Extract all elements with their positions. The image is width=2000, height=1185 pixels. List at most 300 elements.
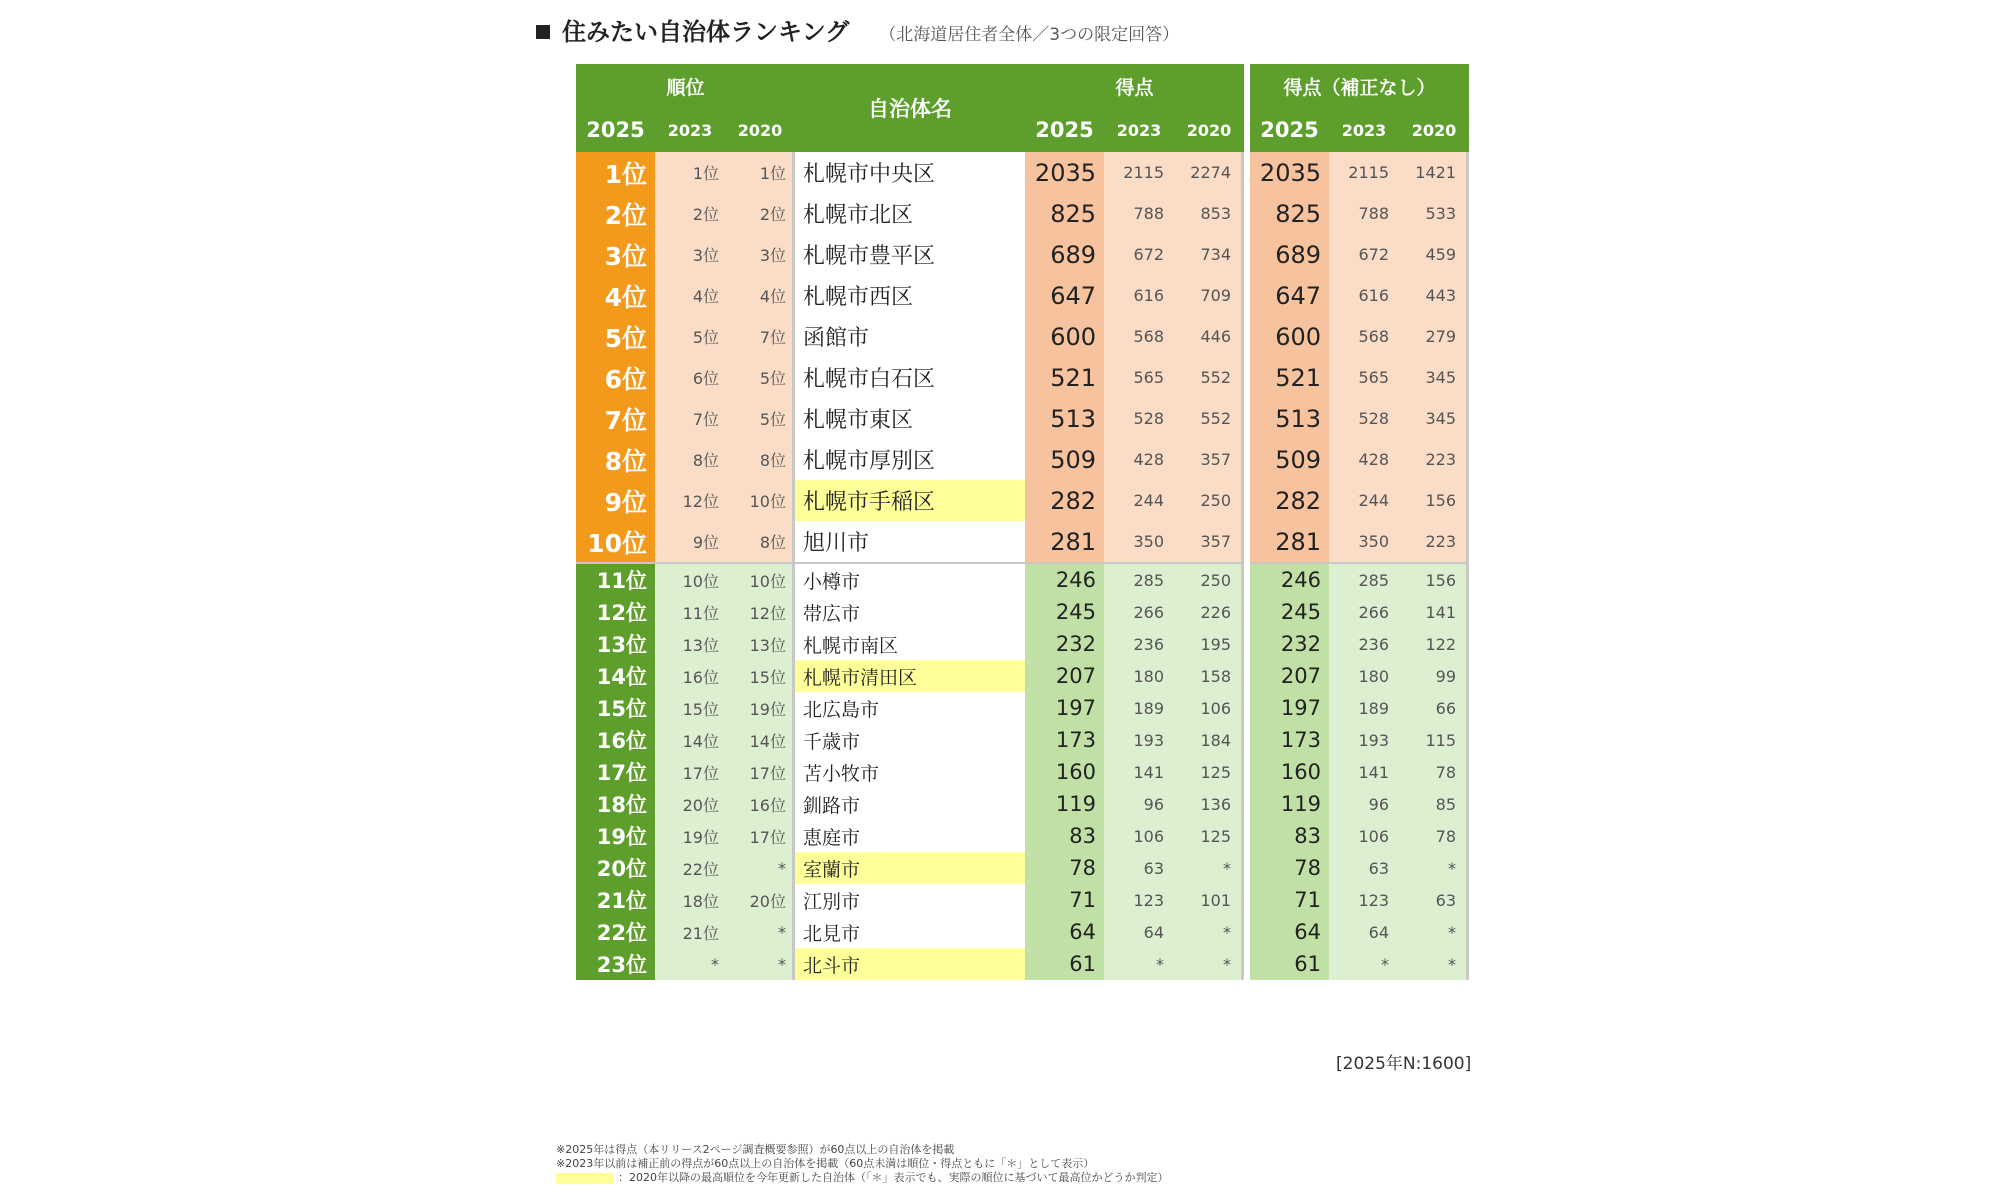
- rank-2020-cell: 5位: [725, 357, 795, 398]
- raw-table-row: [1250, 562, 1469, 596]
- score-2020-cell: 552: [1174, 398, 1244, 439]
- rank-2023-cell: 18位: [655, 884, 725, 916]
- rank-2020-cell: 16位: [725, 788, 795, 820]
- score-2020-cell: 250: [1174, 480, 1244, 521]
- score-2023-cell: 616: [1104, 275, 1174, 316]
- footnote-1: ※2025年は得点（本リリース2ページ調査概要参照）が60点以上の自治体を掲載: [556, 1143, 955, 1156]
- municipality-name: 小樽市: [795, 562, 1025, 596]
- municipality-name: 函館市: [795, 316, 1025, 357]
- raw-score-2025-cell: 689: [1250, 234, 1329, 275]
- score-2020-cell: 106: [1174, 692, 1244, 724]
- score-2023-cell: 236: [1104, 628, 1174, 660]
- municipality-name: 札幌市豊平区: [795, 234, 1025, 275]
- rank-group-header: 順位: [576, 64, 795, 108]
- rank-2025-cell: 21位: [576, 884, 655, 916]
- score-2025-cell: 825: [1025, 193, 1104, 234]
- score-2023-cell: 141: [1104, 756, 1174, 788]
- raw-score-group-header: 得点（補正なし）: [1250, 64, 1469, 108]
- table-row: [576, 480, 1244, 521]
- raw-table-row: [1250, 480, 1469, 521]
- score-2025-cell: 245: [1025, 596, 1104, 628]
- rank-2025-cell: 2位: [576, 193, 655, 234]
- score-2023-header: 2023: [1104, 108, 1174, 152]
- rank-2020-cell: 2位: [725, 193, 795, 234]
- score-2020-cell: 2274: [1174, 152, 1244, 193]
- rank-2025-header: 2025: [576, 108, 655, 152]
- table-row: [576, 756, 1244, 788]
- raw-score-2023-cell: 189: [1329, 692, 1399, 724]
- rank-2020-cell: 10位: [725, 562, 795, 596]
- rank-2020-cell: *: [725, 916, 795, 948]
- rank-2023-cell: 6位: [655, 357, 725, 398]
- raw-score-2023-cell: 350: [1329, 521, 1399, 562]
- raw-score-2020-cell: 443: [1399, 275, 1469, 316]
- raw-table-row: [1250, 234, 1469, 275]
- score-2025-cell: 509: [1025, 439, 1104, 480]
- score-2023-cell: 123: [1104, 884, 1174, 916]
- score-2025-cell: 647: [1025, 275, 1104, 316]
- rank-2023-cell: 9位: [655, 521, 725, 562]
- rank-2025-cell: 23位: [576, 948, 655, 980]
- raw-score-2020-cell: 279: [1399, 316, 1469, 357]
- footnote-3-row: [556, 1171, 1169, 1185]
- score-2020-cell: 195: [1174, 628, 1244, 660]
- rank-2023-cell: 10位: [655, 562, 725, 596]
- raw-score-2020-cell: 122: [1399, 628, 1469, 660]
- rank-2023-cell: 1位: [655, 152, 725, 193]
- raw-table-row: [1250, 756, 1469, 788]
- raw-table-row: [1250, 820, 1469, 852]
- title-row: [536, 12, 1179, 52]
- table-row: [576, 234, 1244, 275]
- municipality-name: 札幌市南区: [795, 628, 1025, 660]
- municipality-name: 札幌市厚別区: [795, 439, 1025, 480]
- rank-2025-cell: 20位: [576, 852, 655, 884]
- raw-score-2020-cell: *: [1399, 948, 1469, 980]
- raw-score-2023-cell: *: [1329, 948, 1399, 980]
- score-2023-cell: 96: [1104, 788, 1174, 820]
- raw-score-2020-cell: 99: [1399, 660, 1469, 692]
- score-2023-cell: 244: [1104, 480, 1174, 521]
- table-row: [576, 884, 1244, 916]
- raw-score-2025-cell: 173: [1250, 724, 1329, 756]
- rank-2020-cell: 12位: [725, 596, 795, 628]
- score-2020-cell: 136: [1174, 788, 1244, 820]
- rank-2023-cell: 12位: [655, 480, 725, 521]
- rank-2023-cell: 19位: [655, 820, 725, 852]
- municipality-name: 恵庭市: [795, 820, 1025, 852]
- raw-score-2025-cell: 600: [1250, 316, 1329, 357]
- raw-score-2023-cell: 616: [1329, 275, 1399, 316]
- raw-table-row: [1250, 398, 1469, 439]
- score-2020-cell: 853: [1174, 193, 1244, 234]
- rank-2023-cell: 21位: [655, 916, 725, 948]
- municipality-name: 室蘭市: [795, 852, 1025, 884]
- raw-score-2025-cell: 2035: [1250, 152, 1329, 193]
- score-group-header: 得点: [1025, 64, 1244, 108]
- score-2025-cell: 521: [1025, 357, 1104, 398]
- score-2025-cell: 282: [1025, 480, 1104, 521]
- municipality-name: 北広島市: [795, 692, 1025, 724]
- raw-score-2025-cell: 71: [1250, 884, 1329, 916]
- rank-2025-cell: 12位: [576, 596, 655, 628]
- raw-score-2023-cell: 528: [1329, 398, 1399, 439]
- footnote-3: ：2020年以降の最高順位を今年更新した自治体（「＊」表示でも、実際の順位に基づいて最高位かどうか判定）: [618, 1171, 1169, 1184]
- score-2023-cell: 428: [1104, 439, 1174, 480]
- raw-score-2023-cell: 180: [1329, 660, 1399, 692]
- raw-score-2020-cell: 66: [1399, 692, 1469, 724]
- square-bullet-icon: [536, 25, 550, 39]
- raw-score-2020-cell: 156: [1399, 562, 1469, 596]
- table-row: [576, 398, 1244, 439]
- rank-2025-cell: 10位: [576, 521, 655, 562]
- score-2025-cell: 281: [1025, 521, 1104, 562]
- rank-2025-cell: 19位: [576, 820, 655, 852]
- rank-2025-cell: 18位: [576, 788, 655, 820]
- rank-2023-cell: 5位: [655, 316, 725, 357]
- rank-2025-cell: 14位: [576, 660, 655, 692]
- score-2020-cell: *: [1174, 916, 1244, 948]
- sample-size-note: [2025年N:1600]: [1336, 1054, 1472, 1074]
- rank-2020-cell: 17位: [725, 820, 795, 852]
- raw-score-2025-cell: 160: [1250, 756, 1329, 788]
- municipality-name: 札幌市清田区: [795, 660, 1025, 692]
- raw-score-2023-cell: 244: [1329, 480, 1399, 521]
- raw-score-2023-cell: 193: [1329, 724, 1399, 756]
- raw-score-2025-cell: 64: [1250, 916, 1329, 948]
- rank-2025-cell: 16位: [576, 724, 655, 756]
- table-row: [576, 357, 1244, 398]
- raw-score-2023-cell: 285: [1329, 562, 1399, 596]
- score-2020-cell: 250: [1174, 562, 1244, 596]
- highlight-legend-swatch: [556, 1173, 614, 1184]
- raw-score-2025-cell: 509: [1250, 439, 1329, 480]
- table-row: [576, 152, 1244, 193]
- score-2023-cell: 528: [1104, 398, 1174, 439]
- score-2025-cell: 160: [1025, 756, 1104, 788]
- raw-table-row: [1250, 439, 1469, 480]
- raw-table-row: [1250, 357, 1469, 398]
- rank-2023-cell: 13位: [655, 628, 725, 660]
- rank-2020-cell: 4位: [725, 275, 795, 316]
- rank-2025-cell: 8位: [576, 439, 655, 480]
- municipality-name: 北斗市: [795, 948, 1025, 980]
- raw-table-row: [1250, 948, 1469, 980]
- rank-2025-cell: 22位: [576, 916, 655, 948]
- raw-table-row: [1250, 152, 1469, 193]
- score-2020-cell: 125: [1174, 756, 1244, 788]
- rank-2020-cell: 1位: [725, 152, 795, 193]
- score-2025-cell: 61: [1025, 948, 1104, 980]
- raw-score-2023-cell: 266: [1329, 596, 1399, 628]
- score-2020-cell: 709: [1174, 275, 1244, 316]
- raw-score-2020-cell: 78: [1399, 756, 1469, 788]
- score-2025-cell: 232: [1025, 628, 1104, 660]
- score-2020-cell: *: [1174, 948, 1244, 980]
- municipality-name: 札幌市手稲区: [795, 480, 1025, 521]
- table-row: [576, 852, 1244, 884]
- raw-score-2023-cell: 788: [1329, 193, 1399, 234]
- rank-2020-cell: 10位: [725, 480, 795, 521]
- raw-score-2023-cell: 672: [1329, 234, 1399, 275]
- score-2023-cell: 788: [1104, 193, 1174, 234]
- municipality-name: 旭川市: [795, 521, 1025, 562]
- municipality-name: 釧路市: [795, 788, 1025, 820]
- rank-2023-cell: 7位: [655, 398, 725, 439]
- rank-2023-cell: 4位: [655, 275, 725, 316]
- rank-2025-cell: 17位: [576, 756, 655, 788]
- score-2023-cell: 193: [1104, 724, 1174, 756]
- table-row: [576, 275, 1244, 316]
- raw-score-2020-cell: 345: [1399, 398, 1469, 439]
- rank-2020-cell: *: [725, 948, 795, 980]
- table-row: [576, 948, 1244, 980]
- score-2025-cell: 173: [1025, 724, 1104, 756]
- raw-score-2020-cell: 115: [1399, 724, 1469, 756]
- rank-2023-header: 2023: [655, 108, 725, 152]
- municipality-name: 札幌市西区: [795, 275, 1025, 316]
- rank-2025-cell: 1位: [576, 152, 655, 193]
- raw-score-2020-cell: 141: [1399, 596, 1469, 628]
- raw-table-row: [1250, 521, 1469, 562]
- rank-2020-cell: 7位: [725, 316, 795, 357]
- raw-score-2020-cell: *: [1399, 916, 1469, 948]
- table-row: [576, 439, 1244, 480]
- raw-table-row: [1250, 788, 1469, 820]
- score-2025-cell: 207: [1025, 660, 1104, 692]
- raw-score-2023-cell: 565: [1329, 357, 1399, 398]
- raw-score-2025-cell: 282: [1250, 480, 1329, 521]
- score-2023-cell: 568: [1104, 316, 1174, 357]
- raw-score-2025-cell: 119: [1250, 788, 1329, 820]
- score-2025-cell: 600: [1025, 316, 1104, 357]
- footnotes: [556, 1143, 1169, 1185]
- score-2023-cell: 180: [1104, 660, 1174, 692]
- ranking-table: [576, 64, 1244, 980]
- raw-score-2025-cell: 197: [1250, 692, 1329, 724]
- rank-2020-cell: 13位: [725, 628, 795, 660]
- raw-score-2020-cell: 78: [1399, 820, 1469, 852]
- raw-score-2025-cell: 232: [1250, 628, 1329, 660]
- rank-2025-cell: 6位: [576, 357, 655, 398]
- score-2023-cell: 565: [1104, 357, 1174, 398]
- score-2020-header: 2020: [1174, 108, 1244, 152]
- score-2023-cell: 64: [1104, 916, 1174, 948]
- raw-score-2025-cell: 521: [1250, 357, 1329, 398]
- municipality-name: 千歳市: [795, 724, 1025, 756]
- raw-2023-header: 2023: [1329, 108, 1399, 152]
- table-row: [576, 724, 1244, 756]
- rank-2025-cell: 13位: [576, 628, 655, 660]
- rank-2025-cell: 11位: [576, 562, 655, 596]
- rank-2023-cell: 14位: [655, 724, 725, 756]
- score-2020-cell: 446: [1174, 316, 1244, 357]
- rank-2025-cell: 7位: [576, 398, 655, 439]
- raw-score-2023-cell: 141: [1329, 756, 1399, 788]
- raw-table-row: [1250, 692, 1469, 724]
- raw-score-2025-cell: 78: [1250, 852, 1329, 884]
- score-2020-cell: 184: [1174, 724, 1244, 756]
- municipality-name: 札幌市白石区: [795, 357, 1025, 398]
- raw-score-2020-cell: 533: [1399, 193, 1469, 234]
- footnote-2: ※2023年以前は補正前の得点が60点以上の自治体を掲載（60点未満は順位・得点ともに「＊」として表示）: [556, 1157, 1095, 1170]
- table-row: [576, 660, 1244, 692]
- rank-2020-cell: 8位: [725, 521, 795, 562]
- score-2025-cell: 78: [1025, 852, 1104, 884]
- raw-score-2020-cell: 459: [1399, 234, 1469, 275]
- score-2025-cell: 119: [1025, 788, 1104, 820]
- score-2020-cell: 125: [1174, 820, 1244, 852]
- score-2020-cell: 357: [1174, 439, 1244, 480]
- table-row: [576, 820, 1244, 852]
- score-2025-cell: 689: [1025, 234, 1104, 275]
- score-2025-cell: 64: [1025, 916, 1104, 948]
- score-2023-cell: 2115: [1104, 152, 1174, 193]
- raw-score-2020-cell: 223: [1399, 521, 1469, 562]
- score-2020-cell: *: [1174, 852, 1244, 884]
- raw-2020-header: 2020: [1399, 108, 1469, 152]
- raw-score-2023-cell: 64: [1329, 916, 1399, 948]
- rank-2020-cell: 5位: [725, 398, 795, 439]
- municipality-name: 北見市: [795, 916, 1025, 948]
- score-2025-cell: 71: [1025, 884, 1104, 916]
- rank-2020-header: 2020: [725, 108, 795, 152]
- table-row: [576, 521, 1244, 562]
- score-2023-cell: 266: [1104, 596, 1174, 628]
- rank-2023-cell: 22位: [655, 852, 725, 884]
- score-2020-cell: 101: [1174, 884, 1244, 916]
- raw-score-2020-cell: 345: [1399, 357, 1469, 398]
- raw-score-2023-cell: 428: [1329, 439, 1399, 480]
- table-row: [576, 562, 1244, 596]
- raw-score-2025-cell: 246: [1250, 562, 1329, 596]
- municipality-name-header: 自治体名: [795, 64, 1025, 152]
- municipality-name: 札幌市中央区: [795, 152, 1025, 193]
- municipality-name: 江別市: [795, 884, 1025, 916]
- table-row: [576, 692, 1244, 724]
- table-row: [576, 316, 1244, 357]
- rank-2020-cell: 8位: [725, 439, 795, 480]
- score-2025-cell: 2035: [1025, 152, 1104, 193]
- rank-2020-cell: 20位: [725, 884, 795, 916]
- rank-2023-cell: 20位: [655, 788, 725, 820]
- raw-score-2020-cell: 223: [1399, 439, 1469, 480]
- raw-table-row: [1250, 275, 1469, 316]
- rank-2023-cell: 15位: [655, 692, 725, 724]
- table-row: [576, 788, 1244, 820]
- raw-table-row: [1250, 916, 1469, 948]
- raw-score-2025-cell: 825: [1250, 193, 1329, 234]
- rank-2025-cell: 3位: [576, 234, 655, 275]
- municipality-name: 札幌市北区: [795, 193, 1025, 234]
- raw-score-2025-cell: 281: [1250, 521, 1329, 562]
- score-2023-cell: *: [1104, 948, 1174, 980]
- score-2025-cell: 197: [1025, 692, 1104, 724]
- raw-score-2023-cell: 123: [1329, 884, 1399, 916]
- rank-2020-cell: 3位: [725, 234, 795, 275]
- table-row: [576, 193, 1244, 234]
- rank-2025-cell: 4位: [576, 275, 655, 316]
- score-2023-cell: 672: [1104, 234, 1174, 275]
- rank-2023-cell: 2位: [655, 193, 725, 234]
- score-2023-cell: 350: [1104, 521, 1174, 562]
- raw-table-row: [1250, 316, 1469, 357]
- raw-score-2025-cell: 83: [1250, 820, 1329, 852]
- raw-score-2023-cell: 106: [1329, 820, 1399, 852]
- score-2020-cell: 226: [1174, 596, 1244, 628]
- raw-table-row: [1250, 724, 1469, 756]
- rank-2023-cell: 16位: [655, 660, 725, 692]
- page-subtitle: （北海道居住者全体／3つの限定回答）: [879, 25, 1180, 45]
- raw-table-row: [1250, 660, 1469, 692]
- table-row: [576, 916, 1244, 948]
- score-2025-header: 2025: [1025, 108, 1104, 152]
- raw-score-2020-cell: *: [1399, 852, 1469, 884]
- rank-2020-cell: 14位: [725, 724, 795, 756]
- raw-score-table: [1250, 64, 1469, 980]
- raw-score-2023-cell: 63: [1329, 852, 1399, 884]
- raw-score-2020-cell: 156: [1399, 480, 1469, 521]
- raw-score-2023-cell: 2115: [1329, 152, 1399, 193]
- score-2023-cell: 106: [1104, 820, 1174, 852]
- score-2023-cell: 189: [1104, 692, 1174, 724]
- municipality-name: 苫小牧市: [795, 756, 1025, 788]
- rank-2020-cell: *: [725, 852, 795, 884]
- rank-2020-cell: 17位: [725, 756, 795, 788]
- table-row: [576, 596, 1244, 628]
- municipality-name: 帯広市: [795, 596, 1025, 628]
- rank-2023-cell: 11位: [655, 596, 725, 628]
- rank-2025-cell: 5位: [576, 316, 655, 357]
- rank-2023-cell: *: [655, 948, 725, 980]
- rank-2020-cell: 19位: [725, 692, 795, 724]
- raw-table-row: [1250, 852, 1469, 884]
- raw-score-2023-cell: 96: [1329, 788, 1399, 820]
- rank-2020-cell: 15位: [725, 660, 795, 692]
- rank-2023-cell: 17位: [655, 756, 725, 788]
- score-2020-cell: 552: [1174, 357, 1244, 398]
- raw-score-2020-cell: 63: [1399, 884, 1469, 916]
- raw-table-row: [1250, 596, 1469, 628]
- raw-2025-header: 2025: [1250, 108, 1329, 152]
- raw-score-2023-cell: 568: [1329, 316, 1399, 357]
- score-2025-cell: 246: [1025, 562, 1104, 596]
- raw-score-2025-cell: 513: [1250, 398, 1329, 439]
- raw-score-2025-cell: 207: [1250, 660, 1329, 692]
- raw-table-row: [1250, 193, 1469, 234]
- score-2025-cell: 513: [1025, 398, 1104, 439]
- raw-score-2020-cell: 1421: [1399, 152, 1469, 193]
- score-2023-cell: 285: [1104, 562, 1174, 596]
- table-row: [576, 628, 1244, 660]
- raw-table-row: [1250, 884, 1469, 916]
- raw-score-2020-cell: 85: [1399, 788, 1469, 820]
- score-2020-cell: 357: [1174, 521, 1244, 562]
- score-2023-cell: 63: [1104, 852, 1174, 884]
- raw-score-2025-cell: 647: [1250, 275, 1329, 316]
- score-2025-cell: 83: [1025, 820, 1104, 852]
- rank-2025-cell: 9位: [576, 480, 655, 521]
- rank-2023-cell: 3位: [655, 234, 725, 275]
- raw-score-2025-cell: 61: [1250, 948, 1329, 980]
- raw-score-2023-cell: 236: [1329, 628, 1399, 660]
- rank-2025-cell: 15位: [576, 692, 655, 724]
- municipality-name: 札幌市東区: [795, 398, 1025, 439]
- raw-table-row: [1250, 628, 1469, 660]
- raw-score-2025-cell: 245: [1250, 596, 1329, 628]
- score-2020-cell: 734: [1174, 234, 1244, 275]
- score-2020-cell: 158: [1174, 660, 1244, 692]
